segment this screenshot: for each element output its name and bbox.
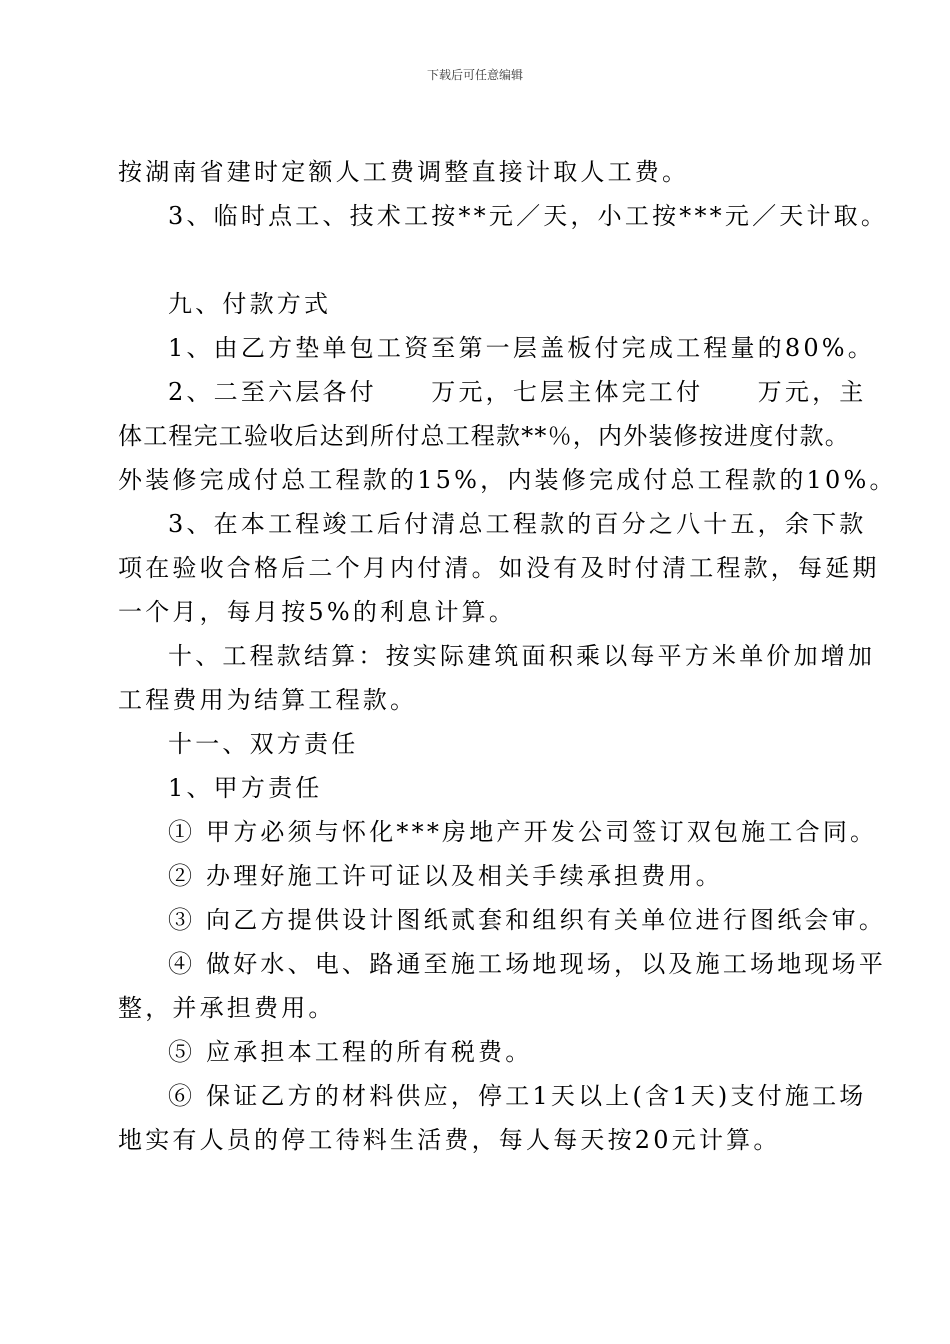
paragraph-line: 3、在本工程竣工后付清总工程款的百分之八十五，余下款 bbox=[168, 510, 867, 538]
paragraph-line: 1、由乙方垫单包工资至第一层盖板付完成工程量的80%。 bbox=[168, 334, 876, 362]
section-heading: 十、工程款结算：按实际建筑面积乘以每平方米单价加增加 bbox=[168, 642, 876, 670]
list-item-continuation: 整，并承担费用。 bbox=[118, 994, 336, 1022]
list-item: ③ 向乙方提供设计图纸贰套和组织有关单位进行图纸会审。 bbox=[168, 906, 887, 934]
paragraph-line: 3、临时点工、技术工按**元／天，小工按***元／天计取。 bbox=[168, 202, 889, 230]
paragraph-line: 2、二至六层各付 万元，七层主体完工付 万元，主 bbox=[168, 378, 867, 406]
paragraph-line: 项在验收合格后二个月内付清。如没有及时付清工程款，每延期 bbox=[118, 554, 880, 582]
section-heading: 九、付款方式 bbox=[168, 290, 332, 318]
paragraph-line: 一个月，每月按5%的利息计算。 bbox=[118, 598, 517, 626]
section-heading: 十一、双方责任 bbox=[168, 730, 359, 758]
paragraph-line: 工程费用为结算工程款。 bbox=[118, 686, 418, 714]
list-item: ① 甲方必须与怀化***房地产开发公司签订双包施工合同。 bbox=[168, 818, 878, 846]
paragraph-line: 按湖南省建时定额人工费调整直接计取人工费。 bbox=[118, 158, 690, 186]
list-item-continuation: 地实有人员的停工待料生活费，每人每天按20元计算。 bbox=[118, 1126, 781, 1154]
document-body bbox=[118, 150, 897, 1162]
paragraph-line: 外装修完成付总工程款的15%，内装修完成付总工程款的10%。 bbox=[118, 466, 897, 494]
list-item: ⑥ 保证乙方的材料供应，停工1天以上(含1天)支付施工场 bbox=[168, 1082, 867, 1110]
paragraph-line: 体工程完工验收后达到所付总工程款**％，内外装修按进度付款。 bbox=[118, 422, 850, 450]
page-header-note: 下载后可任意编辑 bbox=[426, 68, 523, 82]
subsection-heading: 1、甲方责任 bbox=[168, 774, 323, 802]
list-item: ② 办理好施工许可证以及相关手续承担费用。 bbox=[168, 862, 723, 890]
list-item: ⑤ 应承担本工程的所有税费。 bbox=[168, 1038, 533, 1066]
blank-line bbox=[118, 238, 838, 282]
list-item: ④ 做好水、电、路通至施工场地现场，以及施工场地现场平 bbox=[168, 950, 887, 978]
